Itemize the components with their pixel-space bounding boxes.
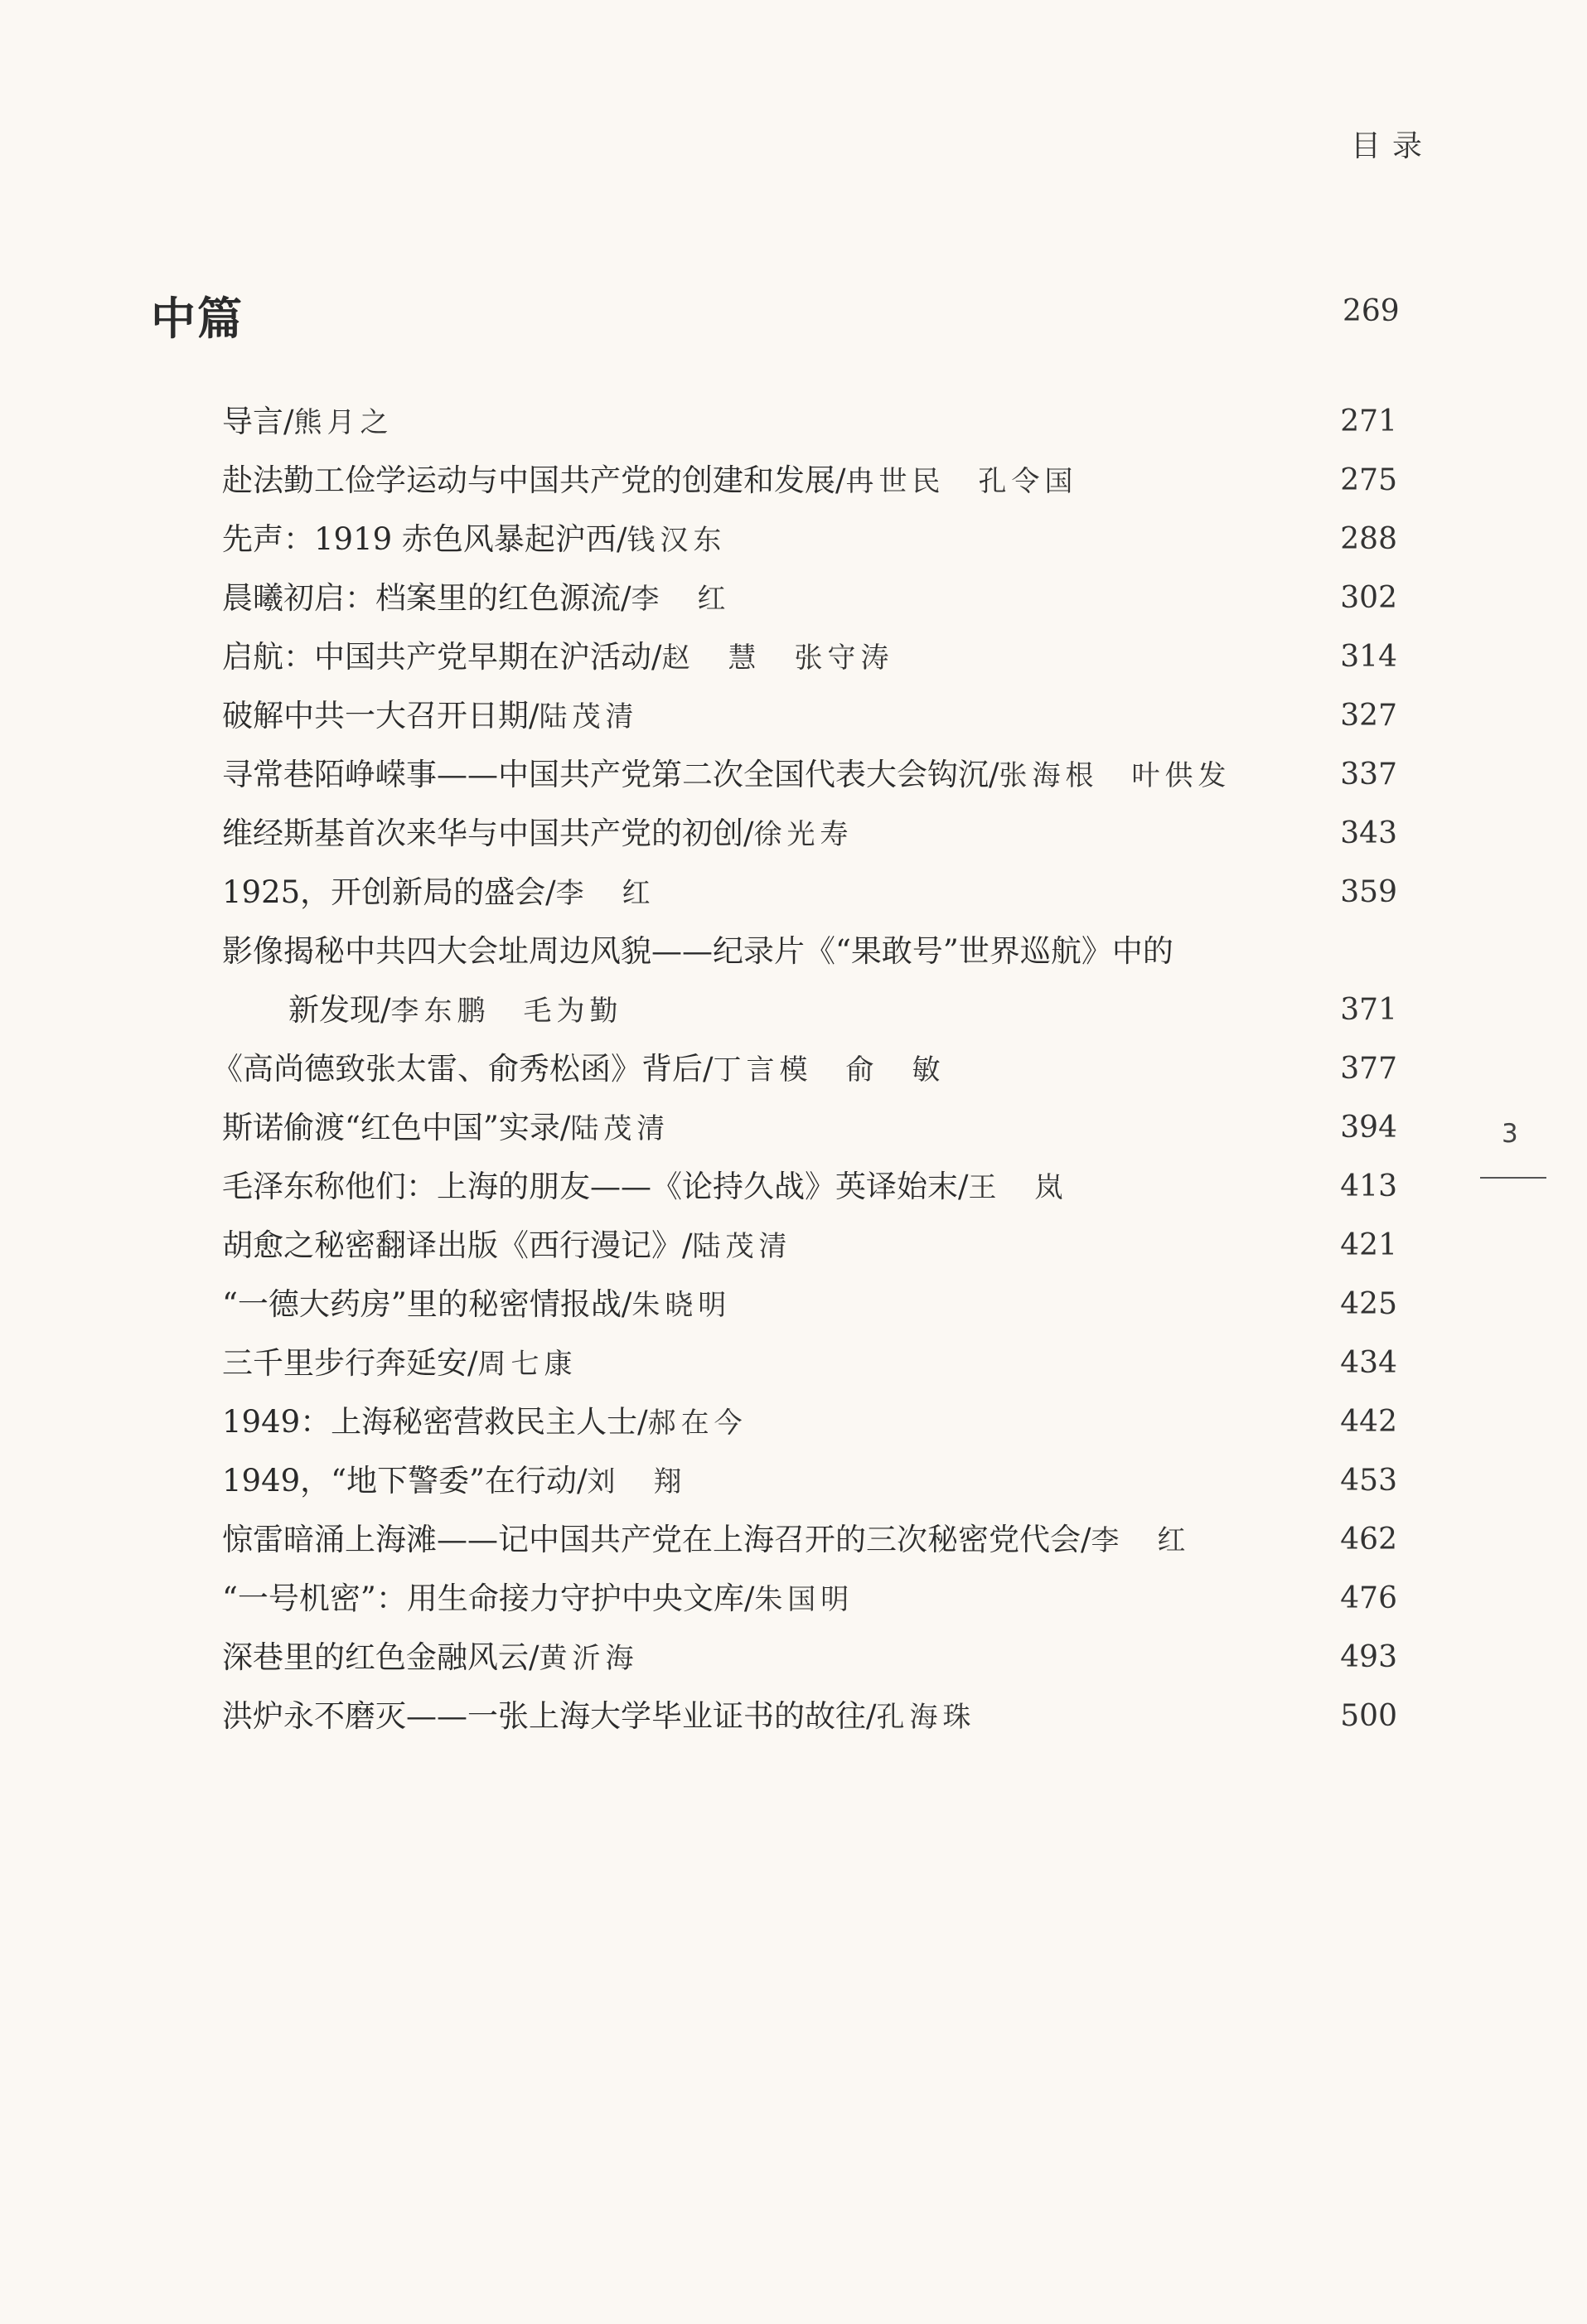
toc-entry[interactable]: 斯诺偷渡“红色中国”实录/陆茂清 394	[222, 1110, 1397, 1145]
entry-title: 斯诺偷渡“红色中国”实录	[222, 1110, 560, 1145]
entry-page: 275	[1340, 463, 1397, 497]
toc-entry[interactable]: 胡愈之秘密翻译出版《西行漫记》/陆茂清 421	[222, 1227, 1397, 1263]
entry-page: 288	[1340, 522, 1397, 556]
entry-title: “一德大药房”里的秘密情报战	[222, 1286, 622, 1322]
entry-title: 毛泽东称他们：上海的朋友——《论持久战》英译始末	[222, 1169, 958, 1204]
entry-page: 442	[1340, 1405, 1397, 1439]
entry-page: 425	[1340, 1287, 1397, 1321]
toc-entry[interactable]: 1949：上海秘密营救民主人士/郝在今 442	[222, 1404, 1397, 1440]
entry-page: 500	[1340, 1699, 1397, 1733]
entry-title: 惊雷暗涌上海滩——记中国共产党在上海召开的三次秘密党代会	[222, 1522, 1081, 1557]
entry-title: 赴法勤工俭学运动与中国共产党的创建和发展	[222, 462, 835, 498]
entry-title: 三千里步行奔延安	[222, 1345, 467, 1381]
entry-author: 李 红	[555, 877, 656, 910]
entry-author: 孔海珠	[876, 1701, 976, 1734]
entry-author: 黄沂海	[539, 1642, 639, 1675]
entry-title: 破解中共一大召开日期	[222, 698, 529, 734]
table-of-contents	[212, 403, 1397, 1756]
toc-entry[interactable]: 导言/熊月之 271	[222, 404, 1397, 439]
entry-author: 李东鹏 毛为勤	[390, 995, 623, 1028]
entry-title: 维经斯基首次来华与中国共产党的初创	[222, 816, 743, 851]
entry-title-continued: 新发现	[288, 992, 380, 1028]
toc-entry[interactable]: 启航：中国共产党早期在沪活动/赵 慧 张守涛 314	[222, 639, 1397, 675]
entry-page: 462	[1340, 1523, 1397, 1557]
entry-title: 影像揭秘中共四大会址周边风貌——纪录片《“果敢号”世界巡航》中的	[222, 933, 1173, 969]
folio-rule	[1480, 1177, 1546, 1179]
entry-page: 343	[1340, 816, 1397, 850]
toc-entry[interactable]: 寻常巷陌峥嵘事——中国共产党第二次全国代表大会钩沉/张海根 叶供发 337	[222, 757, 1397, 792]
toc-entry[interactable]: “一德大药房”里的秘密情报战/朱晓明 425	[222, 1286, 1397, 1322]
entry-page: 359	[1340, 875, 1397, 909]
entry-title: 1949：上海秘密营救民主人士	[222, 1404, 638, 1440]
entry-page: 327	[1340, 699, 1397, 733]
toc-entry[interactable]: 赴法勤工俭学运动与中国共产党的创建和发展/冉世民 孔令国 275	[222, 462, 1397, 498]
entry-page: 453	[1340, 1464, 1397, 1498]
entry-page: 271	[1340, 404, 1397, 438]
entry-author: 陆茂清	[570, 1112, 670, 1145]
entry-author: 李 红	[1091, 1524, 1191, 1557]
toc-entry[interactable]: 晨曦初启：档案里的红色源流/李 红 302	[222, 580, 1397, 616]
toc-entry[interactable]: 1949，“地下警委”在行动/刘 翔 453	[222, 1463, 1397, 1498]
entry-author: 李 红	[631, 583, 731, 616]
toc-entry[interactable]: 洪炉永不磨灭——一张上海大学毕业证书的故往/孔海珠 500	[222, 1698, 1397, 1734]
entry-page: 314	[1340, 640, 1397, 674]
page-folio-number: 3	[1502, 1119, 1518, 1149]
entry-author: 丁言模 俞 敏	[713, 1053, 946, 1087]
entry-page: 302	[1340, 581, 1397, 615]
entry-author: 徐光寿	[753, 818, 854, 851]
entry-author: 朱晓明	[631, 1289, 732, 1322]
entry-page: 493	[1340, 1640, 1397, 1674]
toc-entry[interactable]: 《高尚德致张太雷、俞秀松函》背后/丁言模 俞 敏 377	[212, 1051, 1397, 1087]
entry-title: 1949，“地下警委”在行动	[222, 1463, 577, 1498]
entry-author: 周七康	[477, 1348, 578, 1381]
entry-page: 371	[1340, 993, 1397, 1027]
entry-title: 胡愈之秘密翻译出版《西行漫记》	[222, 1227, 682, 1263]
entry-title: 晨曦初启：档案里的红色源流	[222, 580, 621, 616]
entry-author: 赵 慧 张守涛	[661, 642, 894, 675]
toc-entry[interactable]: 三千里步行奔延安/周七康 434	[222, 1345, 1397, 1381]
entry-author: 陆茂清	[692, 1230, 792, 1263]
entry-title: 寻常巷陌峥嵘事——中国共产党第二次全国代表大会钩沉	[222, 757, 989, 792]
entry-title: 先声：1919 赤色风暴起沪西	[222, 521, 617, 557]
entry-page: 476	[1340, 1581, 1397, 1615]
entry-page: 421	[1340, 1228, 1397, 1262]
entry-title: 《高尚德致张太雷、俞秀松函》背后	[212, 1051, 703, 1087]
toc-entry[interactable]: 维经斯基首次来华与中国共产党的初创/徐光寿 343	[222, 816, 1397, 851]
entry-author: 熊月之	[293, 406, 394, 439]
toc-entry[interactable]: 破解中共一大召开日期/陆茂清 327	[222, 698, 1397, 734]
entry-author: 郝在今	[647, 1407, 748, 1440]
entry-author: 钱汉东	[627, 524, 727, 557]
toc-entry[interactable]: 惊雷暗涌上海滩——记中国共产党在上海召开的三次秘密党代会/李 红 462	[222, 1522, 1397, 1557]
toc-entry[interactable]: 深巷里的红色金融风云/黄沂海 493	[222, 1639, 1397, 1675]
entry-author: 冉世民 孔令国	[845, 465, 1078, 498]
entry-author: 朱国明	[754, 1583, 854, 1616]
running-header: 目录	[1351, 129, 1435, 163]
entry-title: 1925，开创新局的盛会	[222, 874, 546, 910]
toc-entry[interactable]: 毛泽东称他们：上海的朋友——《论持久战》英译始末/王 岚 413	[222, 1169, 1397, 1204]
toc-entry[interactable]: 先声：1919 赤色风暴起沪西/钱汉东 288	[222, 521, 1397, 557]
entry-title: “一号机密”：用生命接力守护中央文库	[222, 1581, 744, 1616]
entry-title: 导言	[222, 404, 283, 439]
toc-entry[interactable]: 影像揭秘中共四大会址周边风貌——纪录片《“果敢号”世界巡航》中的 新发现/李东鹏 毛为勤 371	[222, 933, 1397, 1028]
entry-author: 陆茂清	[539, 700, 639, 734]
entry-page: 394	[1340, 1111, 1397, 1145]
entry-page: 337	[1340, 758, 1397, 792]
entry-author: 刘 翔	[587, 1465, 687, 1498]
entry-page: 377	[1340, 1052, 1397, 1086]
section-title: 中篇	[151, 292, 244, 345]
entry-author: 张海根 叶供发	[999, 759, 1231, 792]
entry-page: 413	[1340, 1169, 1397, 1203]
section-page-number: 269	[1343, 294, 1400, 328]
entry-title: 深巷里的红色金融风云	[222, 1639, 529, 1675]
entry-title: 启航：中国共产党早期在沪活动	[222, 639, 651, 675]
entry-title: 洪炉永不磨灭——一张上海大学毕业证书的故往	[222, 1698, 866, 1734]
toc-entry[interactable]: “一号机密”：用生命接力守护中央文库/朱国明 476	[222, 1581, 1397, 1616]
entry-page: 434	[1340, 1346, 1397, 1380]
toc-entry[interactable]: 1925，开创新局的盛会/李 红 359	[222, 874, 1397, 910]
entry-author: 王 岚	[968, 1171, 1068, 1204]
